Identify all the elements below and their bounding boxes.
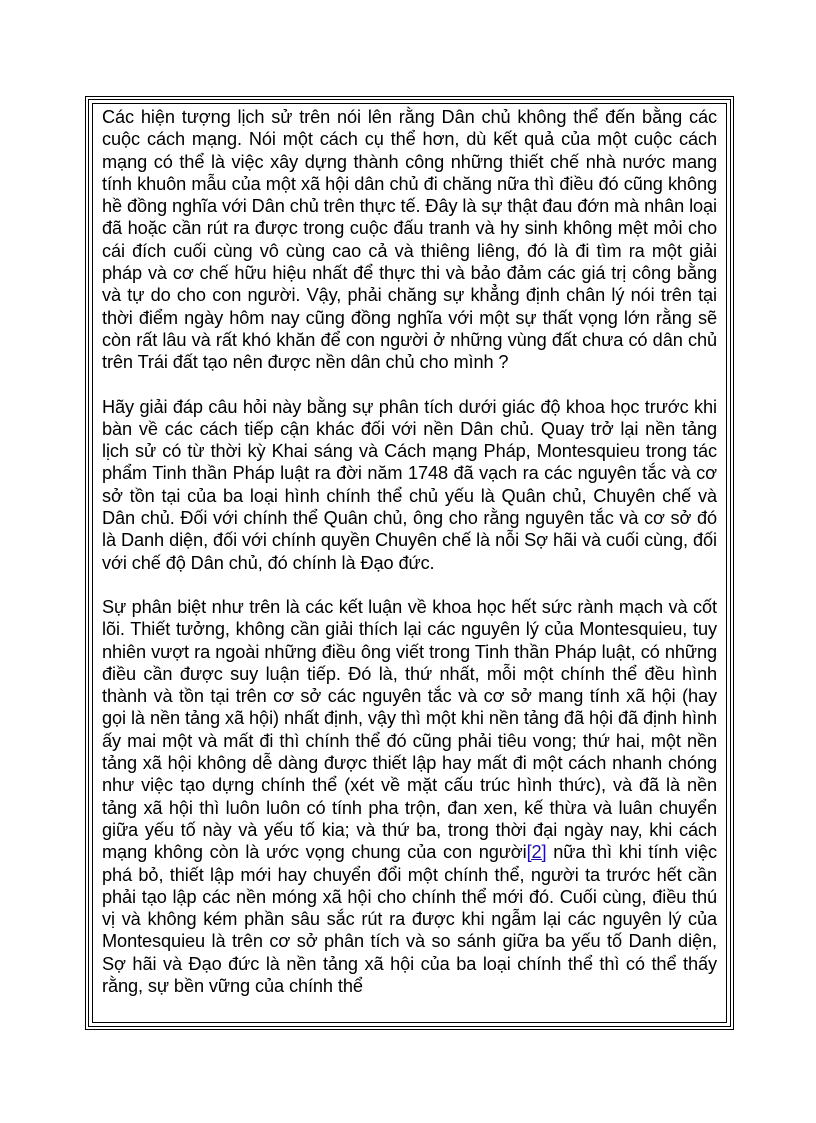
paragraph-3-text-after-ref: nữa thì khi tính việc phá bỏ, thiết lập mới hay chuyển đổi một chính thể, người ta trước hết cần phải tạo lập các nền móng xã hội cho chính thể mới đó. Cuối cùng, điều thú vị và không kém phần sâu sắc rút ra được khi ngẫm lại các nguyên lý của Montesquieu là trên cơ sở phân tích và so sánh giữa ba yếu tố Danh diện, Sợ hãi và Đạo đức là nền tảng xã hội của ba loại chính thể thì có thể thấy rằng, sự bền vững của chính thể [102,842,717,996]
paragraph-3-text-before-ref: Sự phân biệt như trên là các kết luận về khoa học hết sức rành mạch và cốt lõi. Thiết tưởng, không cần giải thích lại các nguyên lý của Montesquieu, tuy nhiên vượt ra ngoài những điều ông viết trong Tinh thần Pháp luật, có những điều cần được suy luận tiếp. Đó là, thứ nhất, mỗi một chính thể đều hình thành và tồn tại trên cơ sở các nguyên tắc và cơ sở mang tính xã hội (hay gọi là nền tảng xã hội) nhất định, vậy thì một khi nền tảng đã hội đã định hình ấy mai một và mất đi thì chính thể đó cũng phải tiêu vong; thứ hai, một nền tảng xã hội không dễ dàng được thiết lập hay mất đi một cách nhanh chóng như việc tạo dựng chính thể (xét về mặt cấu trúc hình thức), và đã là nền tảng xã hội thì luôn luôn có tính pha trộn, đan xen, kế thừa và luân chuyển giữa yếu tố này và yếu tố kia; và thứ ba, trong thời đại ngày nay, khi cách mạng không còn là ước vọng chung của con người [102,596,717,863]
text-box [92,103,727,1023]
paragraph-3 [102,596,717,997]
page-border [85,96,734,1030]
paragraph-1: Các hiện tượng lịch sử trên nói lên rằng Dân chủ không thể đến bằng các cuộc cách mạng. Nói một cách cụ thể hơn, dù kết quả của một cuộc cách mạng có thể là việc xây dựng thành công những thiết chế nhà nước mang tính khuôn mẫu của một xã hội dân chủ đi chăng nữa thì điều đó cũng không hề đồng nghĩa với Dân chủ trên thực tế. Đây là sự thật đau đớn mà nhân loại đã hoặc cần rút ra được trong cuộc đấu tranh và hy sinh không mệt mỏi cho cái đích cuối cùng vô cùng cao cả và thiêng liêng, đó là đi tìm ra một giải pháp và cơ chế hữu hiệu nhất để thực thi và bảo đảm các giá trị công bằng và tự do cho con người. Vậy, phải chăng sự khẳng định chân lý nói trên tại thời điểm ngày hôm nay cũng đồng nghĩa với một sự thất vọng lớn rằng sẽ còn rất lâu và rất khó khăn để con người ở những vùng đất chưa có dân chủ trên Trái đất tạo nên được nền dân chủ cho mình ? [102,107,717,373]
footnote-link-2[interactable]: [2] [526,842,547,863]
paragraph-2: Hãy giải đáp câu hỏi này bằng sự phân tích dưới giác độ khoa học trước khi bàn về các cách tiếp cận khác đối với nền Dân chủ. Quay trở lại nền tảng lịch sử có từ thời kỳ Khai sáng và Cách mạng Pháp, Montesquieu trong tác phẩm Tinh thần Pháp luật ra đời năm 1748 đã vạch ra các nguyên tắc và cơ sở tồn tại của ba loại hình chính thể chủ yếu là Quân chủ, Chuyên chế và Dân chủ. Đối với chính thể Quân chủ, ông cho rằng nguyên tắc và cơ sở đó là Danh diện, đối với chính quyền Chuyên chế là nỗi Sợ hãi và cuối cùng, đối với chế độ Dân chủ, đó chính là Đạo đức. [102,396,717,573]
